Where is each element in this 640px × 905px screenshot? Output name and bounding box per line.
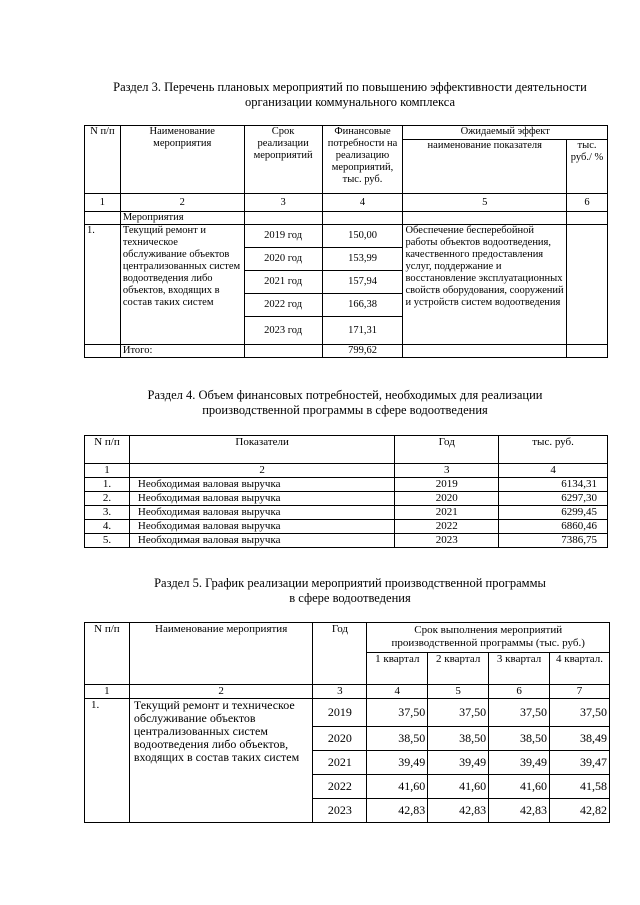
year-cell: 2021 год <box>244 271 322 294</box>
row-year: 2023 <box>395 534 499 548</box>
section3-title-line1: Раздел 3. Перечень плановых мероприятий по повышению эффективности деятельности <box>113 80 587 94</box>
section3-table <box>84 125 608 358</box>
total-label: Итого: <box>120 345 244 358</box>
row-num: 2. <box>85 492 130 506</box>
q3-value: 38,50 <box>489 727 550 751</box>
q4-value: 39,47 <box>550 751 610 775</box>
col-number: 4 <box>499 464 608 478</box>
q1-value: 42,83 <box>367 799 428 823</box>
row-value: 6860,46 <box>499 520 608 534</box>
col-number: 6 <box>567 194 608 212</box>
section5-table <box>84 622 610 823</box>
table-row <box>85 506 608 520</box>
year-cell: 2022 год <box>244 294 322 317</box>
row-name: Необходимая валовая выручка <box>129 478 394 492</box>
q1-value: 39,49 <box>367 751 428 775</box>
header-sum: тыс. руб. <box>499 436 608 464</box>
value-cell: 150,00 <box>322 225 403 248</box>
col-number: 1 <box>85 464 130 478</box>
table-row <box>85 492 608 506</box>
col-number: 1 <box>85 194 121 212</box>
section3-title-line2: организации коммунального комплекса <box>244 95 456 109</box>
group-label: Мероприятия <box>120 212 244 225</box>
q2-value: 41,60 <box>428 775 489 799</box>
section4-title-line1: Раздел 4. Объем финансовых потребностей, необходимых для реализации <box>147 388 543 402</box>
row-year: 2021 <box>313 751 367 775</box>
col-number: 1 <box>85 685 130 699</box>
row-num: 1. <box>85 699 130 823</box>
row-year: 2019 <box>313 699 367 727</box>
col-number: 2 <box>120 194 244 212</box>
row-year: 2020 <box>313 727 367 751</box>
q2-value: 39,49 <box>428 751 489 775</box>
header-q3: 3 квартал <box>489 653 550 685</box>
q3-value: 39,49 <box>489 751 550 775</box>
header-term: Срок выполнения мероприятий производственной программы (тыс. руб.) <box>367 623 610 653</box>
col-number: 3 <box>395 464 499 478</box>
q4-value: 37,50 <box>550 699 610 727</box>
value-cell: 171,31 <box>322 317 403 345</box>
q1-value: 37,50 <box>367 699 428 727</box>
header-num: N п/п <box>85 623 130 685</box>
q1-value: 38,50 <box>367 727 428 751</box>
q4-value: 41,58 <box>550 775 610 799</box>
col-number: 2 <box>129 464 394 478</box>
section4-table <box>84 435 608 548</box>
value-cell: 157,94 <box>322 271 403 294</box>
col-number: 4 <box>322 194 403 212</box>
table-row <box>85 534 608 548</box>
row-name: Необходимая валовая выручка <box>129 506 394 520</box>
q3-value: 41,60 <box>489 775 550 799</box>
header-q1: 1 квартал <box>367 653 428 685</box>
section5-title-line1: Раздел 5. График реализации мероприятий производственной программы <box>154 576 546 590</box>
row-num: 1. <box>85 225 121 345</box>
row-name: Необходимая валовая выручка <box>129 520 394 534</box>
col-number: 2 <box>129 685 313 699</box>
row-value: 6299,45 <box>499 506 608 520</box>
header-year: Год <box>395 436 499 464</box>
header-fin: Финансовые потребности на реализацию мероприятий, тыс. руб. <box>322 126 403 194</box>
col-number: 5 <box>403 194 567 212</box>
year-cell: 2019 год <box>244 225 322 248</box>
row-name: Необходимая валовая выручка <box>129 534 394 548</box>
header-num: N п/п <box>85 126 121 194</box>
q4-value: 42,82 <box>550 799 610 823</box>
col-number: 4 <box>367 685 428 699</box>
table-row <box>85 699 610 727</box>
section4-title-line2: производственной программы в сфере водоотведения <box>202 403 488 417</box>
col-number: 6 <box>489 685 550 699</box>
total-value: 799,62 <box>322 345 403 358</box>
q2-value: 38,50 <box>428 727 489 751</box>
value-cell: 166,38 <box>322 294 403 317</box>
header-term: Срок реализации мероприятий <box>244 126 322 194</box>
table-row <box>85 478 608 492</box>
year-cell: 2023 год <box>244 317 322 345</box>
row-num: 3. <box>85 506 130 520</box>
section4-title <box>130 388 560 418</box>
row-value: 6297,30 <box>499 492 608 506</box>
q1-value: 41,60 <box>367 775 428 799</box>
header-indicator: Показатели <box>129 436 394 464</box>
row-num: 5. <box>85 534 130 548</box>
header-q4: 4 квартал. <box>550 653 610 685</box>
q2-value: 42,83 <box>428 799 489 823</box>
row-num: 4. <box>85 520 130 534</box>
section3-title <box>90 80 610 110</box>
header-name: Наименование мероприятия <box>129 623 313 685</box>
row-year: 2022 <box>395 520 499 534</box>
row-value: 7386,75 <box>499 534 608 548</box>
header-num: N п/п <box>85 436 130 464</box>
row-year: 2022 <box>313 775 367 799</box>
row-year: 2019 <box>395 478 499 492</box>
header-indicator: наименование показателя <box>403 140 567 194</box>
row-name: Необходимая валовая выручка <box>129 492 394 506</box>
col-number: 5 <box>428 685 489 699</box>
header-q2: 2 квартал <box>428 653 489 685</box>
section5-title <box>140 576 560 606</box>
header-name: Наименование мероприятия <box>120 126 244 194</box>
row-name: Текущий ремонт и техническое обслуживание объектов централизованных систем водоотведения либо объектов, входящих в состав таких систем <box>120 225 244 345</box>
row-num: 1. <box>85 478 130 492</box>
section5-title-line2: в сфере водоотведения <box>289 591 411 605</box>
header-unit: тыс. руб./ % <box>567 140 608 194</box>
row-name: Текущий ремонт и техническое обслуживание объектов централизованных систем водоотведения либо объектов, входящих в состав таких систем <box>129 699 313 823</box>
q2-value: 37,50 <box>428 699 489 727</box>
col-number: 7 <box>550 685 610 699</box>
q3-value: 42,83 <box>489 799 550 823</box>
year-cell: 2020 год <box>244 248 322 271</box>
row-value: 6134,31 <box>499 478 608 492</box>
q4-value: 38,49 <box>550 727 610 751</box>
row-year: 2023 <box>313 799 367 823</box>
col-number: 3 <box>313 685 367 699</box>
header-year: Год <box>313 623 367 685</box>
effect-text: Обеспечение бесперебойной работы объектов водоотведения, качественного предоставления услуг, поддержание и восстановление эксплуатационных свойств оборудования, сооружений и устройств систем водоотведения <box>403 225 567 345</box>
col-number: 3 <box>244 194 322 212</box>
table-row <box>85 520 608 534</box>
q3-value: 37,50 <box>489 699 550 727</box>
row-year: 2021 <box>395 506 499 520</box>
row-year: 2020 <box>395 492 499 506</box>
header-effect: Ожидаемый эффект <box>403 126 608 140</box>
value-cell: 153,99 <box>322 248 403 271</box>
